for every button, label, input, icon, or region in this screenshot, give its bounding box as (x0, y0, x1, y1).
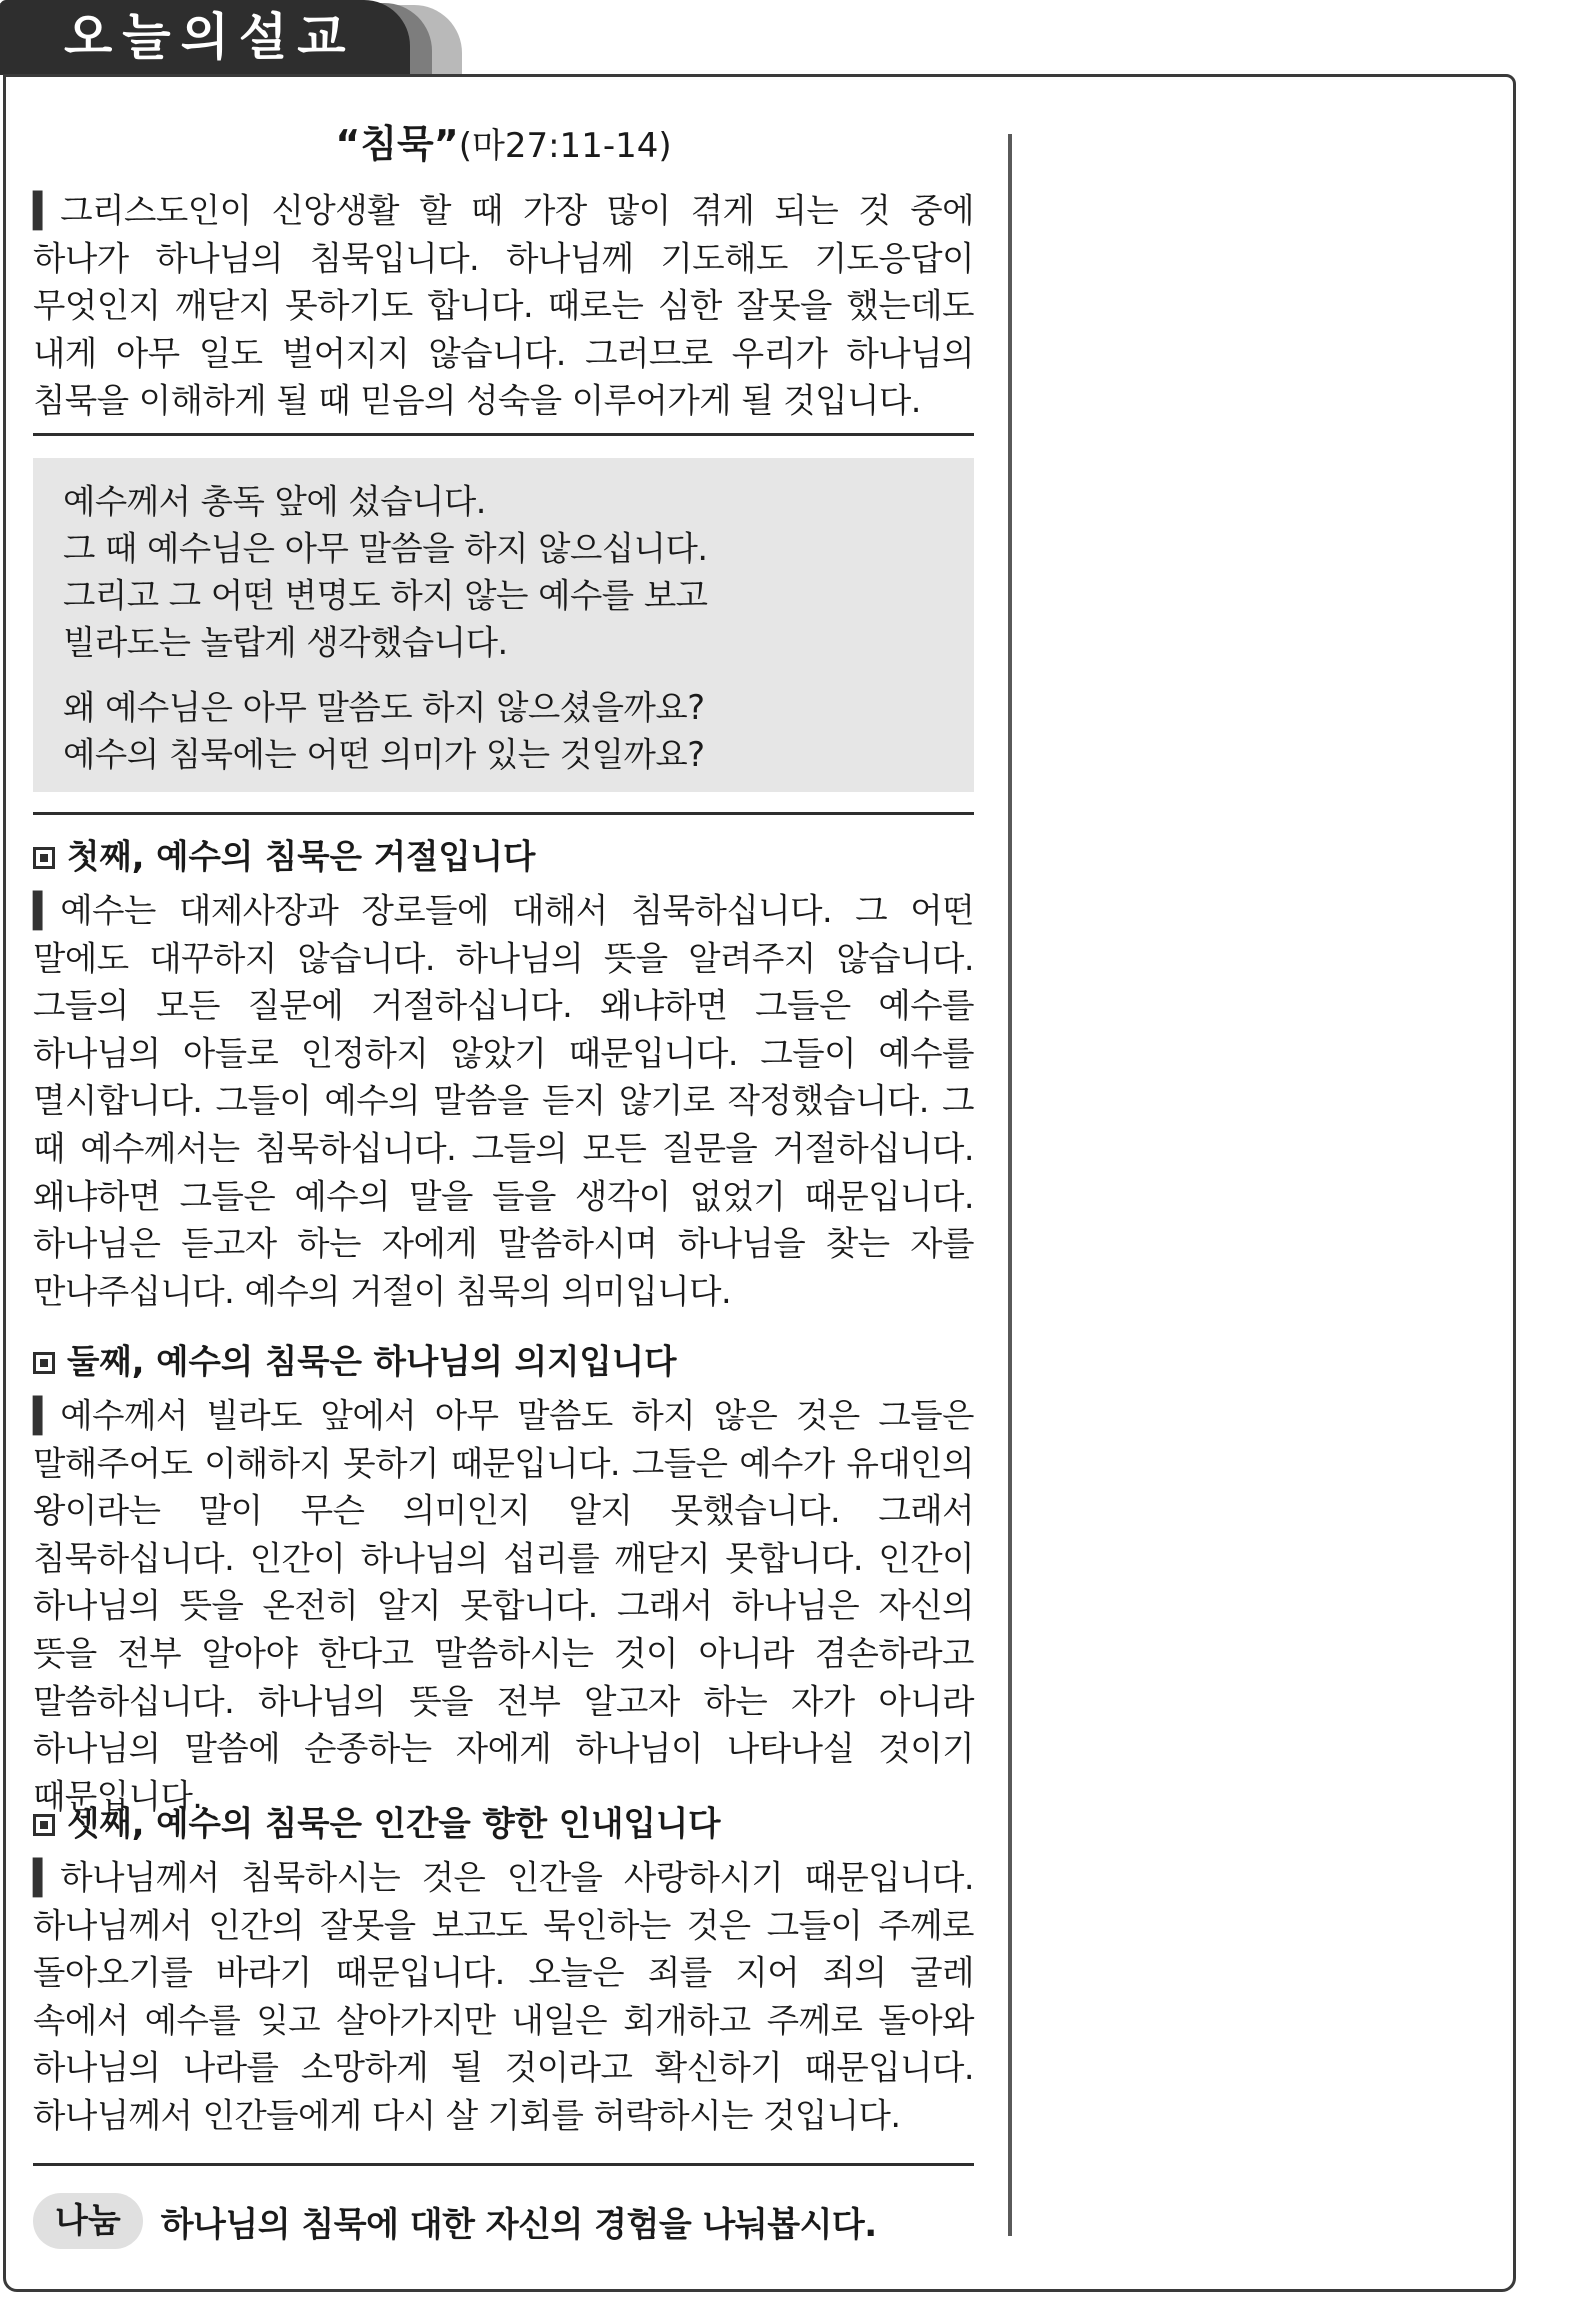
point-paragraph (33, 1392, 974, 1820)
quote-line: 빌라도는 놀랍게 생각했습니다. (63, 623, 508, 662)
square-bullet-icon (33, 1814, 55, 1836)
point-paragraph (33, 887, 974, 1315)
point-text: 예수는 대제사장과 장로들에 대해서 침묵하십니다. 그 어떤 말에도 대꾸하지 않습니다. 하나님의 뜻을 알려주지 않습니다. 그들의 모든 질문에 거절하십니다. 왜냐하면 그들은 예수를 하나님의 아들로 인정하지 않았기 때문입니다. 그들이 예수를 멸시합니다. 그들이 예수의 말씀을 듣지 않기로 작정했습니다. 그 때 예수께서는 침묵하십니다. 그들의 모든 질문을 거절하십니다. 왜냐하면 그들은 예수의 말을 들을 생각이 없었기 때문입니다. 하나님은 듣고자 하는 자에게 말씀하시며 하나님을 찾는 자를 만나주십니다. 예수의 거절이 침묵의 의미입니다. (33, 891, 974, 1311)
column-divider (1008, 134, 1012, 2236)
paragraph-mark-icon: ▍ (33, 1396, 59, 1435)
intro-text: 그리스도인이 신앙생활 할 때 가장 많이 겪게 되는 것 중에 하나가 하나님의 침묵입니다. 하나님께 기도해도 기도응답이 무엇인지 깨닫지 못하기도 합니다. 때로는 심한 잘못을 했는데도 내게 아무 일도 벌어지지 않습니다. 그러므로 우리가 하나님의 침묵을 이해하게 될 때 믿음의 성숙을 이루어가게 될 것입니다. (33, 191, 974, 421)
point-heading: 셋째, 예수의 침묵은 인간을 향한 인내입니다 (33, 1800, 974, 1848)
paragraph-mark-icon: ▍ (33, 191, 59, 230)
point-section-3 (33, 1800, 974, 2140)
scripture-quote-box (33, 458, 974, 792)
quote-line: 예수께서 총독 앞에 섰습니다. (63, 482, 486, 521)
quote-question: 예수의 침묵에는 어떤 의미가 있는 것일까요? (63, 735, 705, 774)
square-bullet-icon (33, 1352, 55, 1374)
point-section-2 (33, 1338, 974, 1820)
share-badge: 나눔 (33, 2193, 143, 2249)
point-text: 예수께서 빌라도 앞에서 아무 말씀도 하지 않은 것은 그들은 말해주어도 이해하지 못하기 때문입니다. 그들은 예수가 유대인의 왕이라는 말이 무슨 의미인지 알지 못했습니다. 그래서 침묵하십니다. 인간이 하나님의 섭리를 깨닫지 못합니다. 인간이 하나님의 뜻을 온전히 알지 못합니다. 그래서 하나님은 자신의 뜻을 전부 알아야 한다고 말씀하시는 것이 아니라 겸손하라고 말씀하십니다. 하나님의 뜻을 전부 알고자 하는 자가 아니라 하나님의 말씀에 순종하는 자에게 하나님이 나타나실 것이기 때문입니다. (33, 1396, 974, 1816)
divider-intro (33, 433, 974, 436)
quote-question: 왜 예수님은 아무 말씀도 하지 않으셨을까요? (63, 688, 705, 727)
point-section-1 (33, 833, 974, 1315)
square-bullet-icon (33, 847, 55, 869)
share-section (33, 2193, 877, 2249)
point-text: 하나님께서 침묵하시는 것은 인간을 사랑하시기 때문입니다. 하나님께서 인간의 잘못을 보고도 묵인하는 것은 그들이 주께로 돌아오기를 바라기 때문입니다. 오늘은 죄를 지어 죄의 굴레 속에서 예수를 잊고 살아가지만 내일은 회개하고 주께로 돌아와 하나님의 나라를 소망하게 될 것이라고 확신하기 때문입니다. 하나님께서 인간들에게 다시 살 기회를 허락하시는 것입니다. (33, 1858, 974, 2135)
paragraph-mark-icon: ▍ (33, 1858, 59, 1897)
quote-line: 그리고 그 어떤 변명도 하지 않는 예수를 보고 (63, 576, 708, 615)
share-prompt: 하나님의 침묵에 대한 자신의 경험을 나눠봅시다. (160, 2204, 877, 2245)
divider-share (33, 2163, 974, 2166)
sermon-title (33, 118, 974, 172)
header-tab-title: 오늘의설교 (0, 0, 410, 75)
paragraph-mark-icon: ▍ (33, 891, 59, 930)
point-heading: 둘째, 예수의 침묵은 하나님의 의지입니다 (33, 1338, 974, 1386)
point-heading: 첫째, 예수의 침묵은 거절입니다 (33, 833, 974, 881)
divider-quote (33, 812, 974, 815)
quote-line: 그 때 예수님은 아무 말씀을 하지 않으십니다. (63, 529, 708, 568)
sermon-title-text: “침묵” (335, 122, 459, 166)
sermon-reference: (마27:11-14) (458, 126, 672, 166)
intro-section (33, 187, 974, 425)
point-paragraph (33, 1854, 974, 2140)
intro-paragraph (33, 187, 974, 425)
